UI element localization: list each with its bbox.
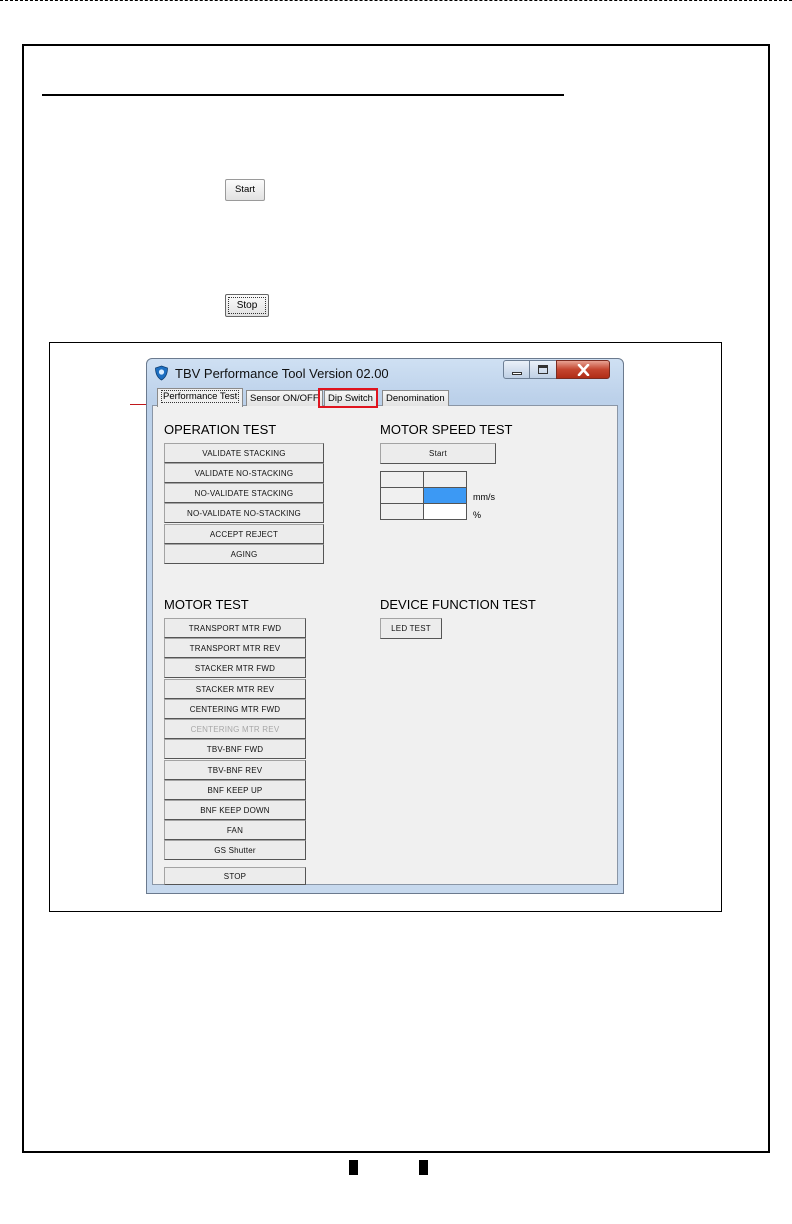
tab-dip-switch[interactable]: Dip Switch bbox=[324, 390, 377, 406]
motor-test-title: MOTOR TEST bbox=[164, 597, 249, 612]
stacker-mtr-rev-button[interactable]: STACKER MTR REV bbox=[164, 679, 306, 699]
aging-button[interactable]: AGING bbox=[164, 544, 324, 564]
accept-reject-button[interactable]: ACCEPT REJECT bbox=[164, 524, 324, 544]
speed-grid-cell bbox=[380, 471, 424, 488]
gs-shutter-button[interactable]: GS Shutter bbox=[164, 840, 306, 860]
bnf-keep-up-button[interactable]: BNF KEEP UP bbox=[164, 780, 306, 800]
app-shield-icon bbox=[154, 365, 169, 381]
minimize-button[interactable] bbox=[503, 360, 530, 379]
speed-grid-cell bbox=[380, 487, 424, 504]
tbv-bnf-fwd-button[interactable]: TBV-BNF FWD bbox=[164, 739, 306, 759]
centering-mtr-rev-button: CENTERING MTR REV bbox=[164, 719, 306, 739]
page-number-mark-left bbox=[349, 1160, 358, 1175]
close-button[interactable] bbox=[556, 360, 610, 379]
fan-button[interactable]: FAN bbox=[164, 820, 306, 840]
tab-performance-test[interactable] bbox=[157, 388, 243, 407]
validate-no-stacking-button[interactable]: VALIDATE NO-STACKING bbox=[164, 463, 324, 483]
app-window bbox=[146, 358, 624, 894]
led-test-button[interactable]: LED TEST bbox=[380, 618, 442, 639]
operation-test-title: OPERATION TEST bbox=[164, 422, 277, 437]
maximize-icon bbox=[538, 365, 548, 374]
transport-mtr-fwd-button[interactable]: TRANSPORT MTR FWD bbox=[164, 618, 306, 638]
speed-grid-cell bbox=[380, 503, 424, 520]
tab-panel bbox=[152, 391, 618, 885]
maximize-button[interactable] bbox=[529, 360, 557, 379]
percent-unit-label: % bbox=[473, 510, 482, 520]
section-heading-rule bbox=[42, 94, 564, 96]
start-button-illustration: Start bbox=[225, 179, 265, 201]
transport-mtr-rev-button[interactable]: TRANSPORT MTR REV bbox=[164, 638, 306, 658]
stop-button-illustration: Stop bbox=[225, 294, 269, 317]
tab-label: Performance Test bbox=[163, 391, 238, 402]
motor-speed-test-title: MOTOR SPEED TEST bbox=[380, 422, 513, 437]
no-validate-no-stacking-button[interactable]: NO-VALIDATE NO-STACKING bbox=[164, 503, 324, 523]
speed-value-cell bbox=[423, 487, 467, 504]
close-icon bbox=[577, 364, 590, 376]
no-validate-stacking-button[interactable]: NO-VALIDATE STACKING bbox=[164, 483, 324, 503]
motor-speed-start-button[interactable]: Start bbox=[380, 443, 496, 464]
minimize-icon bbox=[512, 372, 522, 375]
speed-grid-cell bbox=[423, 471, 467, 488]
validate-stacking-button[interactable]: VALIDATE STACKING bbox=[164, 443, 324, 463]
tab-sensor-on-off[interactable]: Sensor ON/OFF bbox=[246, 390, 323, 406]
bnf-keep-down-button[interactable]: BNF KEEP DOWN bbox=[164, 800, 306, 820]
top-cut-line bbox=[0, 0, 792, 1]
centering-mtr-fwd-button[interactable]: CENTERING MTR FWD bbox=[164, 699, 306, 719]
percent-value-cell bbox=[423, 503, 467, 520]
device-function-test-title: DEVICE FUNCTION TEST bbox=[380, 597, 536, 612]
tbv-bnf-rev-button[interactable]: TBV-BNF REV bbox=[164, 760, 306, 780]
page-number-mark-right bbox=[419, 1160, 428, 1175]
speed-unit-label: mm/s bbox=[473, 492, 495, 502]
dip-switch-tab-highlight bbox=[318, 388, 378, 408]
stacker-mtr-fwd-button[interactable]: STACKER MTR FWD bbox=[164, 658, 306, 678]
motor-stop-button[interactable]: STOP bbox=[164, 867, 306, 885]
tab-denomination[interactable]: Denomination bbox=[382, 390, 449, 406]
window-title: TBV Performance Tool Version 02.00 bbox=[175, 366, 389, 381]
